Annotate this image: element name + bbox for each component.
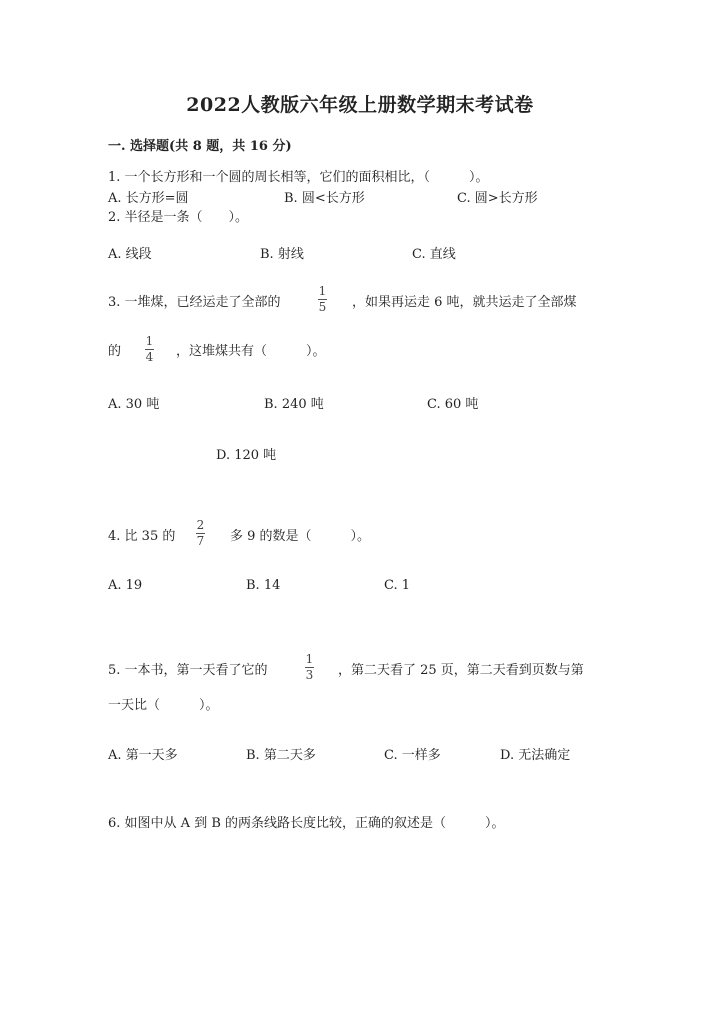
question-5-stem-part1: 5. 一本书，第一天看了它的 — [108, 663, 268, 678]
question-3-option-b: B. 240 吨 — [264, 397, 324, 412]
question-4-stem-part1: 4. 比 35 的 — [108, 529, 176, 544]
question-1-option-a: A. 长方形=圆 — [108, 191, 189, 206]
question-3-option-d: D. 120 吨 — [216, 448, 277, 463]
fraction-numerator: 1 — [145, 334, 154, 348]
question-3-stem-part4: ，这堆煤共有（ ）。 — [176, 344, 326, 359]
question-2-option-a: A. 线段 — [108, 247, 152, 262]
question-2-option-b: B. 射线 — [260, 247, 304, 262]
question-5-option-c: C. 一样多 — [384, 748, 441, 763]
question-4-stem-part2: 多 9 的数是（ ）。 — [230, 529, 371, 544]
fraction-numerator: 1 — [305, 652, 314, 666]
question-5-stem-part3: 一天比（ ）。 — [108, 698, 219, 713]
question-5-fraction — [305, 653, 314, 682]
question-1-stem: 1. 一个长方形和一个圆的周长相等，它们的面积相比，（ ）。 — [108, 170, 489, 185]
fraction-numerator: 1 — [318, 284, 327, 298]
section-heading: 一. 选择题(共 8 题，共 16 分) — [108, 139, 292, 154]
question-3-fraction-1 — [318, 285, 327, 314]
question-4-option-c: C. 1 — [384, 578, 411, 593]
question-5-option-d: D. 无法确定 — [500, 748, 571, 763]
question-4-option-b: B. 14 — [246, 578, 281, 593]
question-3-stem-part3: 的 — [108, 344, 122, 359]
question-1-option-c: C. 圆>长方形 — [457, 191, 538, 206]
question-5-option-a: A. 第一天多 — [108, 748, 178, 763]
question-3-stem-part2: ，如果再运走 6 吨，就共运走了全部煤 — [352, 295, 577, 310]
question-3-stem-part1: 3. 一堆煤，已经运走了全部的 — [108, 295, 281, 310]
question-3-fraction-2 — [145, 335, 154, 364]
question-5-option-b: B. 第二天多 — [246, 748, 316, 763]
fraction-numerator: 2 — [196, 518, 205, 532]
question-6-stem: 6. 如图中从 A 到 B 的两条线路长度比较，正确的叙述是（ ）。 — [108, 816, 505, 831]
question-3-option-a: A. 30 吨 — [108, 397, 160, 412]
fraction-denominator: 3 — [305, 668, 314, 682]
question-4-fraction — [196, 519, 205, 548]
fraction-denominator: 7 — [196, 534, 205, 548]
question-4-option-a: A. 19 — [108, 578, 143, 593]
question-5-stem-part2: ，第二天看了 25 页，第二天看到页数与第 — [338, 663, 584, 678]
question-2-option-c: C. 直线 — [412, 247, 456, 262]
fraction-denominator: 5 — [318, 300, 327, 314]
page-title: 2022人教版六年级上册数学期末考试卷 — [186, 94, 534, 116]
question-1-option-b: B. 圆<长方形 — [284, 191, 365, 206]
question-2-stem: 2. 半径是一条（ ）。 — [108, 210, 249, 225]
question-3-option-c: C. 60 吨 — [427, 397, 479, 412]
fraction-denominator: 4 — [145, 350, 154, 364]
